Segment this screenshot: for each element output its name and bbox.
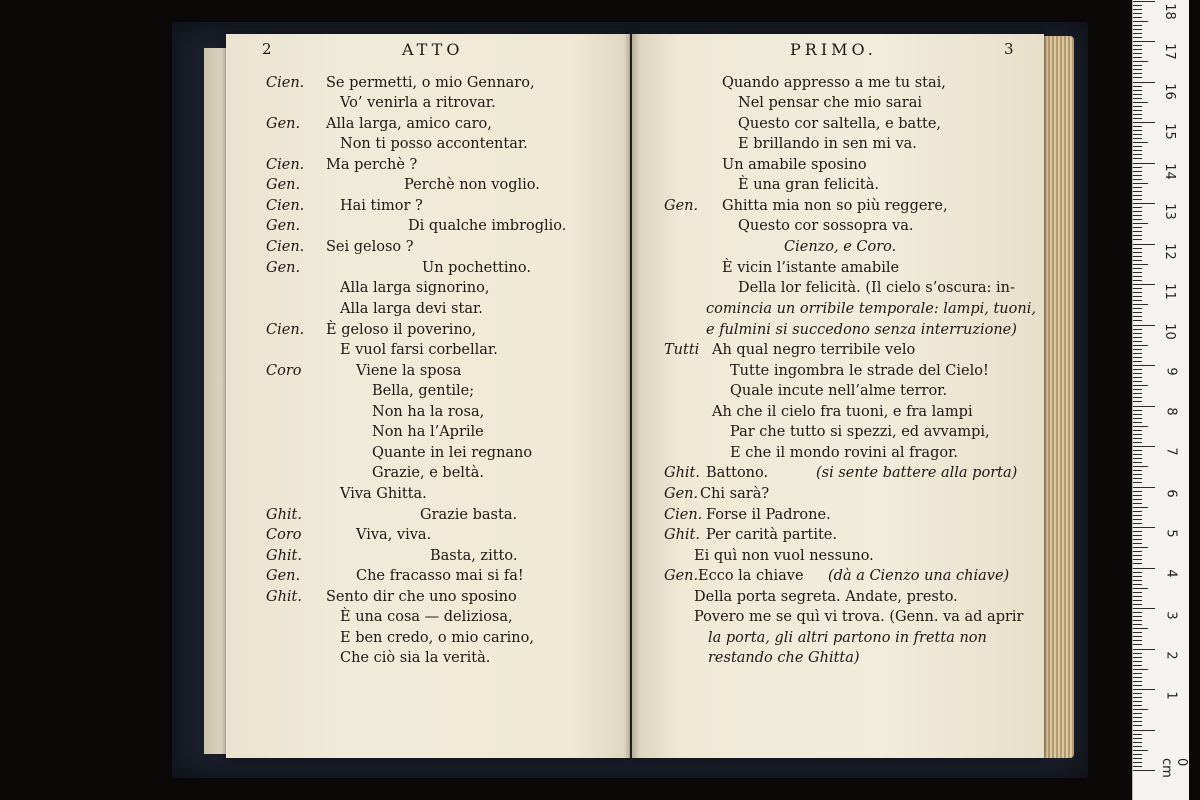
- verse-line: Un amabile sposino: [722, 157, 867, 173]
- ruler-tick: [1133, 231, 1142, 232]
- verse-line: Par che tutto si spezzi, ed avvampi,: [730, 424, 990, 440]
- ruler-tick: [1133, 114, 1142, 115]
- ruler-tick: [1133, 410, 1142, 411]
- ruler-tick: [1133, 604, 1142, 605]
- verse-line: Chi sarà?: [700, 486, 770, 502]
- speaker-label: Gen.: [664, 486, 699, 502]
- verse-line: Alla larga devi star.: [340, 301, 483, 317]
- ruler-tick: [1133, 179, 1142, 180]
- ruler-tick: [1133, 531, 1142, 532]
- ruler-tick: [1133, 438, 1142, 439]
- verse-line: Questo cor sossopra va.: [738, 218, 914, 234]
- ruler-tick: [1133, 57, 1142, 58]
- ruler-tick: [1133, 235, 1142, 236]
- speaker-label: Coro: [266, 363, 302, 379]
- ruler-tick: [1133, 559, 1142, 560]
- ruler-tick: [1133, 167, 1142, 168]
- ruler-tick: [1133, 126, 1142, 127]
- right-page-number: 3: [1004, 40, 1014, 58]
- ruler-tick: [1133, 523, 1142, 524]
- ruler-tick: [1133, 260, 1142, 261]
- ruler-tick: [1133, 462, 1142, 463]
- ruler-tick: [1133, 397, 1142, 398]
- verse-line: Per carità partite.: [706, 527, 837, 543]
- speaker-label: Cien.: [266, 322, 305, 338]
- speaker-label: Ghit.: [266, 589, 302, 605]
- ruler-label: 4: [1163, 569, 1179, 578]
- ruler-tick: [1133, 580, 1142, 581]
- ruler-tick: [1133, 77, 1142, 78]
- verse-line: Un pochettino.: [422, 260, 531, 276]
- ruler-tick: [1133, 256, 1142, 257]
- verse-line: Battono.: [706, 465, 769, 481]
- ruler-tick: [1133, 519, 1142, 520]
- ruler-tick: [1133, 65, 1142, 66]
- ruler-tick: [1133, 73, 1142, 74]
- ruler-tick: [1133, 628, 1148, 629]
- ruler-tick: [1133, 248, 1142, 249]
- speaker-label: Ghit.: [664, 465, 700, 481]
- verse-line: Quale incute nell’alme terror.: [730, 383, 948, 399]
- ruler-tick: [1133, 482, 1142, 483]
- ruler-label: 12: [1161, 243, 1177, 260]
- stage-direction: (si sente battere alla porta): [816, 465, 1018, 481]
- ruler-tick: [1133, 53, 1142, 54]
- verse-line: Grazie basta.: [420, 507, 518, 523]
- ruler-label: 11: [1161, 283, 1177, 300]
- ruler-tick: [1133, 418, 1142, 419]
- ruler-tick: [1133, 426, 1148, 427]
- stage-direction: la porta, gli altri partono in fretta non: [708, 630, 987, 646]
- ruler-tick: [1133, 677, 1142, 678]
- ruler-tick: [1133, 665, 1142, 666]
- ruler-tick: [1133, 25, 1142, 26]
- ruler-tick: [1133, 414, 1142, 415]
- verse-line: Viva, viva.: [356, 527, 432, 543]
- verse-line: Ghitta mia non so più reggere,: [722, 198, 948, 214]
- ruler-tick: [1133, 142, 1148, 143]
- ruler-tick: [1133, 377, 1142, 378]
- verse-line: E ben credo, o mio carino,: [340, 630, 534, 646]
- verse-line: È geloso il poverino,: [326, 322, 477, 338]
- ruler-tick: [1133, 511, 1142, 512]
- speaker-label: Cien.: [266, 198, 305, 214]
- ruler-label: 3: [1163, 611, 1179, 620]
- ruler-tick: [1133, 491, 1142, 492]
- verse-line: Che ciò sia la verità.: [340, 650, 491, 666]
- ruler-tick: [1133, 130, 1142, 131]
- left-running-head: ATTO: [402, 40, 464, 59]
- ruler-tick: [1133, 422, 1142, 423]
- ruler-tick: [1133, 685, 1142, 686]
- ruler-tick: [1133, 697, 1142, 698]
- ruler-tick: [1133, 146, 1142, 147]
- ruler-tick: [1133, 734, 1142, 735]
- ruler-tick: [1133, 211, 1142, 212]
- verse-line: Ah che il cielo fra tuoni, e fra lampi: [712, 404, 973, 420]
- verse-line: Hai timor ?: [340, 198, 423, 214]
- verse-line: Tutte ingombra le strade del Cielo!: [730, 363, 989, 379]
- ruler-tick: [1133, 535, 1142, 536]
- ruler-tick: [1133, 175, 1142, 176]
- speaker-label: Gen.: [266, 218, 301, 234]
- ruler-tick: [1133, 304, 1148, 305]
- ruler-tick: [1133, 466, 1148, 467]
- verse-line: È una cosa — deliziosa,: [340, 609, 513, 625]
- ruler-tick: [1133, 357, 1142, 358]
- ruler-tick: [1133, 154, 1142, 155]
- ruler-label: 2: [1163, 651, 1179, 660]
- verse-line: E che il mondo rovini al fragor.: [730, 445, 959, 461]
- ruler-label: 18: [1161, 3, 1177, 20]
- ruler-label: 0 cm: [1159, 758, 1189, 778]
- ruler-tick: [1133, 171, 1142, 172]
- ruler-tick: [1133, 543, 1142, 544]
- speaker-label: Coro: [266, 527, 302, 543]
- right-running-head: PRIMO.: [790, 40, 877, 59]
- ruler-tick: [1133, 750, 1148, 751]
- ruler-label: 15: [1161, 123, 1177, 140]
- ruler-tick: [1133, 470, 1142, 471]
- ruler-tick: [1133, 106, 1142, 107]
- ruler-tick: [1133, 616, 1142, 617]
- speaker-label: Gen.: [266, 116, 301, 132]
- verse-line: Sento dir che uno sposino: [326, 589, 517, 605]
- ruler-tick: [1133, 94, 1142, 95]
- ruler-tick: [1133, 219, 1142, 220]
- ruler-tick: [1133, 454, 1142, 455]
- ruler-tick: [1133, 478, 1142, 479]
- verse-line: Alla larga, amico caro,: [326, 116, 492, 132]
- verse-line: Bella, gentile;: [372, 383, 475, 399]
- ruler-tick: [1133, 9, 1142, 10]
- ruler-tick: [1133, 195, 1142, 196]
- ruler-tick: [1133, 636, 1142, 637]
- stage-direction: restando che Ghitta): [708, 650, 860, 666]
- ruler-tick: [1133, 742, 1142, 743]
- ruler-label: 6: [1163, 489, 1179, 498]
- book-gutter: [624, 34, 640, 758]
- ruler-tick: [1133, 21, 1148, 22]
- ruler-tick: [1133, 507, 1148, 508]
- ruler-label: 8: [1163, 407, 1179, 416]
- ruler-tick: [1133, 69, 1142, 70]
- verse-line: È vicin l’istante amabile: [722, 260, 900, 276]
- speaker-label: Gen.: [664, 568, 699, 584]
- ruler-tick: [1133, 183, 1148, 184]
- stage-direction: (dà a Cienzo una chiave): [828, 568, 1010, 584]
- ruler-tick: [1133, 316, 1142, 317]
- ruler-tick: [1133, 592, 1142, 593]
- ruler-tick: [1133, 276, 1142, 277]
- ruler-tick: [1133, 29, 1142, 30]
- ruler-tick: [1133, 385, 1148, 386]
- ruler-tick: [1133, 754, 1142, 755]
- ruler-tick: [1133, 568, 1155, 569]
- ruler-tick: [1133, 689, 1155, 690]
- ruler-tick: [1133, 701, 1142, 702]
- ruler-tick: [1133, 252, 1142, 253]
- ruler-tick: [1133, 272, 1142, 273]
- ruler-tick: [1133, 446, 1155, 447]
- speaker-label: Ghit.: [664, 527, 700, 543]
- ruler-tick: [1133, 163, 1155, 164]
- ruler-tick: [1133, 365, 1155, 366]
- ruler-tick: [1133, 49, 1142, 50]
- ruler-label: 5: [1163, 529, 1179, 538]
- ruler-tick: [1133, 268, 1142, 269]
- ruler-tick: [1133, 353, 1142, 354]
- ruler-tick: [1133, 345, 1148, 346]
- ruler-tick: [1133, 551, 1142, 552]
- ruler-tick: [1133, 110, 1142, 111]
- ruler-tick: [1133, 721, 1142, 722]
- ruler-tick: [1133, 264, 1148, 265]
- speaker-label: Cien.: [664, 507, 703, 523]
- ruler-tick: [1133, 705, 1142, 706]
- ruler-tick: [1133, 333, 1142, 334]
- ruler-tick: [1133, 770, 1155, 771]
- ruler-tick: [1133, 644, 1142, 645]
- ruler-tick: [1133, 150, 1142, 151]
- verse-line: Ecco la chiave: [698, 568, 804, 584]
- speaker-label: Ghit.: [266, 548, 302, 564]
- ruler-tick: [1133, 766, 1142, 767]
- stage-direction: comincia un orribile temporale: lampi, tuoni,: [706, 301, 1036, 317]
- ruler-tick: [1133, 576, 1142, 577]
- speaker-label: Cien.: [266, 157, 305, 173]
- ruler-tick: [1133, 329, 1142, 330]
- ruler-tick: [1133, 584, 1142, 585]
- ruler-label: 16: [1161, 83, 1177, 100]
- ruler-tick: [1133, 657, 1142, 658]
- stage-direction: e fulmini si succedono senza interruzione): [706, 322, 1017, 338]
- ruler-tick: [1133, 515, 1142, 516]
- ruler-tick: [1133, 547, 1148, 548]
- ruler-tick: [1133, 191, 1142, 192]
- ruler-tick: [1133, 649, 1155, 650]
- verse-line: Quando appresso a me tu stai,: [722, 75, 946, 91]
- verse-line: Povero me se quì vi trova. (Genn. va ad aprir: [694, 609, 1024, 625]
- verse-line: Non ti posso accontentar.: [340, 136, 528, 152]
- ruler-tick: [1133, 600, 1142, 601]
- ruler-tick: [1133, 17, 1142, 18]
- left-page-number: 2: [262, 40, 272, 58]
- ruler-tick: [1133, 653, 1142, 654]
- ruler-label: 7: [1163, 447, 1179, 456]
- ruler-tick: [1133, 199, 1142, 200]
- ruler-tick: [1133, 401, 1142, 402]
- ruler-tick: [1133, 215, 1142, 216]
- ruler-tick: [1133, 82, 1155, 83]
- ruler-tick: [1133, 572, 1142, 573]
- page-stack-edge-right: [1040, 36, 1074, 758]
- ruler-tick: [1133, 223, 1148, 224]
- ruler-tick: [1133, 434, 1142, 435]
- verse-line: Che fracasso mai si fa!: [356, 568, 524, 584]
- ruler-tick: [1133, 709, 1148, 710]
- speaker-label: Cien.: [266, 239, 305, 255]
- ruler-tick: [1133, 717, 1142, 718]
- ruler-tick: [1133, 296, 1142, 297]
- ruler-tick: [1133, 632, 1142, 633]
- ruler-tick: [1133, 138, 1142, 139]
- ruler-tick: [1133, 308, 1142, 309]
- ruler-tick: [1133, 158, 1142, 159]
- ruler-tick: [1133, 118, 1142, 119]
- ruler-tick: [1133, 608, 1155, 609]
- ruler-tick: [1133, 495, 1142, 496]
- verse-line: Forse il Padrone.: [706, 507, 831, 523]
- speaker-label: Tutti: [664, 342, 700, 358]
- ruler-tick: [1133, 61, 1148, 62]
- verse-line: Quante in lei regnano: [372, 445, 533, 461]
- ruler-tick: [1133, 527, 1155, 528]
- verse-line: Non ha la rosa,: [372, 404, 485, 420]
- verse-line: Questo cor saltella, e batte,: [738, 116, 942, 132]
- speaker-label: Gen.: [266, 260, 301, 276]
- verse-line: Sei geloso ?: [326, 239, 414, 255]
- ruler-tick: [1133, 337, 1142, 338]
- ruler-tick: [1133, 1, 1155, 2]
- ruler-tick: [1133, 487, 1155, 488]
- ruler-tick: [1133, 45, 1142, 46]
- ruler-tick: [1133, 349, 1142, 350]
- ruler-tick: [1133, 406, 1155, 407]
- speaker-label: Cien.: [266, 75, 305, 91]
- verse-line: Grazie, e beltà.: [372, 465, 485, 481]
- ruler-tick: [1133, 539, 1142, 540]
- ruler-tick: [1133, 499, 1142, 500]
- ruler-tick: [1133, 5, 1142, 6]
- ruler-tick: [1133, 86, 1142, 87]
- ruler-tick: [1133, 669, 1148, 670]
- ruler-tick: [1133, 13, 1142, 14]
- ruler-tick: [1133, 284, 1155, 285]
- verse-line: Viva Ghitta.: [340, 486, 427, 502]
- ruler-tick: [1133, 620, 1142, 621]
- verse-line: Della lor felicità. (Il cielo s’oscura: in-: [738, 280, 1015, 296]
- ruler-tick: [1133, 98, 1142, 99]
- ruler-tick: [1133, 758, 1142, 759]
- speaker-label: Gen.: [266, 568, 301, 584]
- verse-line: Basta, zitto.: [430, 548, 518, 564]
- ruler-tick: [1133, 369, 1142, 370]
- ruler-tick: [1133, 612, 1142, 613]
- ruler-tick: [1133, 458, 1142, 459]
- ruler-label: 14: [1161, 163, 1177, 180]
- ruler-tick: [1133, 503, 1142, 504]
- ruler-label: 17: [1161, 43, 1177, 60]
- verse-line: Di qualche imbroglio.: [408, 218, 567, 234]
- ruler-tick: [1133, 596, 1142, 597]
- ruler-tick: [1133, 280, 1142, 281]
- ruler-tick: [1133, 661, 1142, 662]
- speaker-heading: Cienzo, e Coro.: [784, 239, 897, 255]
- verse-line: Ei quì non vuol nessuno.: [694, 548, 874, 564]
- ruler-label: 9: [1163, 367, 1179, 376]
- ruler-tick: [1133, 474, 1142, 475]
- ruler-tick: [1133, 187, 1142, 188]
- ruler-tick: [1133, 746, 1142, 747]
- ruler-tick: [1133, 673, 1142, 674]
- ruler-tick: [1133, 90, 1142, 91]
- speaker-label: Ghit.: [266, 507, 302, 523]
- ruler-tick: [1133, 563, 1142, 564]
- verse-line: Alla larga signorino,: [340, 280, 490, 296]
- ruler-tick: [1133, 227, 1142, 228]
- speaker-label: Gen.: [664, 198, 699, 214]
- ruler-tick: [1133, 239, 1142, 240]
- ruler-tick: [1133, 361, 1142, 362]
- ruler-tick: [1133, 693, 1142, 694]
- ruler-tick: [1133, 320, 1142, 321]
- verse-line: Perchè non voglio.: [404, 177, 540, 193]
- ruler-tick: [1133, 373, 1142, 374]
- ruler-tick: [1133, 389, 1142, 390]
- ruler-tick: [1133, 41, 1155, 42]
- ruler-tick: [1133, 555, 1142, 556]
- verse-line: Se permetti, o mio Gennaro,: [326, 75, 535, 91]
- ruler-tick: [1133, 134, 1142, 135]
- ruler-tick: [1133, 312, 1142, 313]
- ruler-tick: [1133, 713, 1142, 714]
- ruler-tick: [1133, 37, 1142, 38]
- verse-line: Nel pensar che mio sarai: [738, 95, 923, 111]
- ruler-tick: [1133, 33, 1142, 34]
- verse-line: È una gran felicità.: [738, 177, 879, 193]
- ruler-tick: [1133, 325, 1155, 326]
- verse-line: Viene la sposa: [356, 363, 462, 379]
- verse-line: Vo’ venirla a ritrovar.: [340, 95, 496, 111]
- ruler-tick: [1133, 244, 1155, 245]
- verse-line: E brillando in sen mi va.: [738, 136, 917, 152]
- verse-line: Ma perchè ?: [326, 157, 418, 173]
- ruler-tick: [1133, 381, 1142, 382]
- ruler-tick: [1133, 640, 1142, 641]
- ruler-tick: [1133, 725, 1142, 726]
- ruler-tick: [1133, 203, 1155, 204]
- ruler-tick: [1133, 430, 1142, 431]
- ruler-tick: [1133, 624, 1142, 625]
- ruler-tick: [1133, 738, 1142, 739]
- ruler-label: 13: [1161, 203, 1177, 220]
- ruler-tick: [1133, 730, 1155, 731]
- ruler-tick: [1133, 450, 1142, 451]
- verse-line: Non ha l’Aprile: [372, 424, 484, 440]
- verse-line: Ah qual negro terribile velo: [712, 342, 916, 358]
- ruler-tick: [1133, 122, 1155, 123]
- ruler-tick: [1133, 300, 1142, 301]
- ruler-label: 1: [1163, 691, 1179, 700]
- speaker-label: Gen.: [266, 177, 301, 193]
- ruler-tick: [1133, 292, 1142, 293]
- ruler-tick: [1133, 681, 1142, 682]
- ruler-tick: [1133, 288, 1142, 289]
- ruler-tick: [1133, 393, 1142, 394]
- ruler-tick: [1133, 762, 1142, 763]
- ruler-tick: [1133, 588, 1148, 589]
- ruler-tick: [1133, 442, 1142, 443]
- measuring-ruler: [1132, 0, 1189, 800]
- verse-line: E vuol farsi corbellar.: [340, 342, 498, 358]
- ruler-tick: [1133, 341, 1142, 342]
- verse-line: Della porta segreta. Andate, presto.: [694, 589, 958, 605]
- ruler-tick: [1133, 207, 1142, 208]
- ruler-label: 10: [1161, 323, 1177, 340]
- ruler-tick: [1133, 102, 1148, 103]
